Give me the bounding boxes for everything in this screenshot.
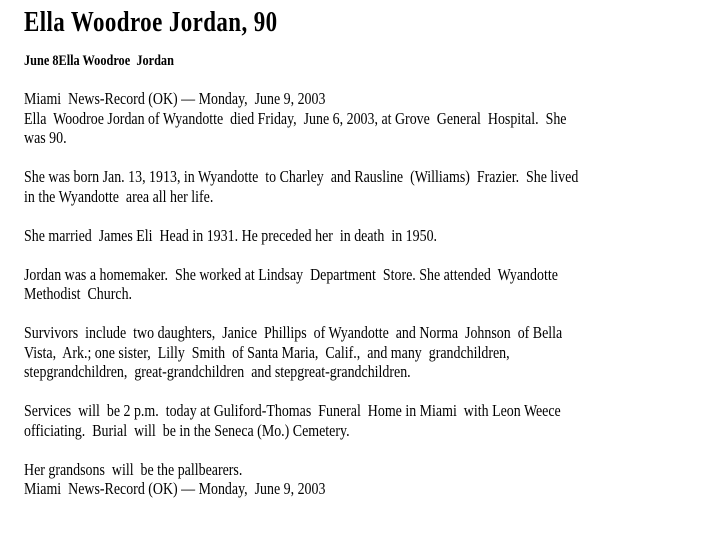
text-line: officiating. Burial will be in the Seneca (Mo.) Cemetery.	[24, 420, 350, 440]
text-line: She married James Eli Head in 1931. He preceded her in death in 1950.	[24, 225, 438, 245]
text-line: Survivors include two daughters, Janice Phillips of Wyandotte and Norma Johnson of Bella	[24, 323, 563, 342]
obituary-body	[24, 89, 705, 499]
page-title: Ella Woodroe Jordan, 90	[24, 7, 278, 38]
text-line: was 90.	[24, 128, 67, 147]
text-line: Methodist Church.	[24, 284, 133, 303]
obituary-document	[24, 7, 705, 499]
paragraph-survivors	[24, 323, 705, 382]
text-line: Miami News-Record (OK) — Monday, June 9, 2003	[24, 479, 326, 498]
paragraph-marriage	[24, 226, 705, 246]
text-line: Services will be 2 p.m. today at Guliford-Thomas Funeral Home in Miami with Leon Weece	[24, 401, 561, 420]
byline: June 8Ella Woodroe Jordan	[24, 53, 174, 69]
text-line: Miami News-Record (OK) — Monday, June 9, 2003	[24, 89, 326, 108]
paragraph-services	[24, 401, 705, 440]
paragraph-source-date	[24, 89, 705, 148]
text-line: She was born Jan. 13, 1913, in Wyandotte to Charley and Rausline (Williams) Frazier. She lived	[24, 167, 579, 186]
text-line: Ella Woodroe Jordan of Wyandotte died Friday, June 6, 2003, at Grove General Hospital. She	[24, 108, 567, 128]
paragraph-birth	[24, 167, 705, 206]
paragraph-pallbearers-source	[24, 460, 705, 499]
text-line: stepgrandchildren, great-grandchildren and stepgreat-grandchildren.	[24, 362, 411, 381]
text-line: in the Wyandotte area all her life.	[24, 186, 214, 206]
text-line: Vista, Ark.; one sister, Lilly Smith of Santa Maria, Calif., and many grandchildren,	[24, 342, 510, 362]
text-line: Her grandsons will be the pallbearers.	[24, 459, 243, 479]
text-line: Jordan was a homemaker. She worked at Lindsay Department Store. She attended Wyandotte	[24, 264, 558, 284]
paragraph-work	[24, 265, 705, 304]
